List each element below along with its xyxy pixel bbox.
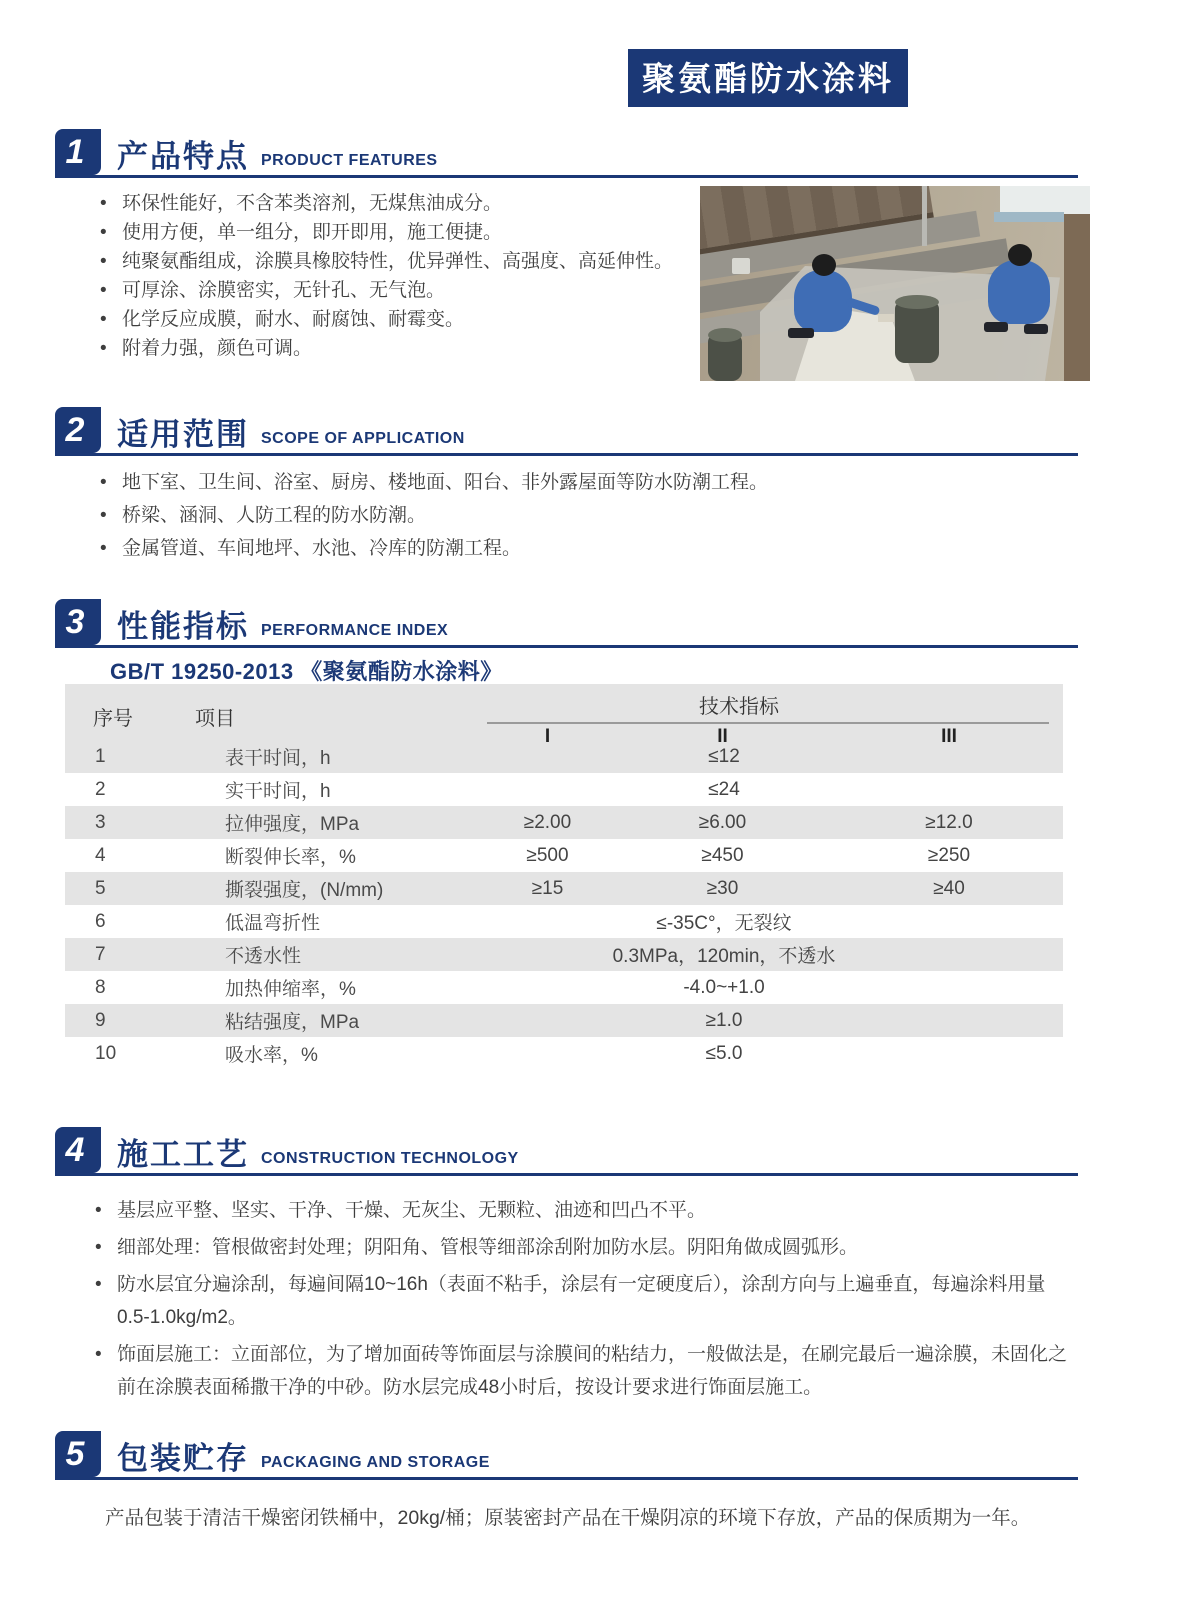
photo-drum [895,301,939,363]
table-header-row [65,684,1063,747]
cell-value-span: ≤24 [708,778,740,800]
list-item [95,1338,1075,1404]
bullet-dot: • [100,472,107,493]
section-5-title: 包装贮存 [117,1441,249,1476]
bullet-text: 金属管道、车间地坪、水池、冷库的防潮工程。 [122,538,522,559]
section-1-subtitle-en: PRODUCT FEATURES [261,152,438,169]
bullet-text: 防水层宜分遍涂刮，每遍间隔10~16h（表面不粘手，涂层有一定硬度后），涂刮方向与上遍垂直，每遍涂料用量 0.5-1.0kg/m2。 [117,1274,1046,1328]
page-title-banner: 聚氨酯防水涂料 [628,49,908,107]
cell-item: 加热伸缩率，% [225,979,356,1000]
bullet-dot: • [100,251,107,272]
section-5-header [55,1432,1078,1480]
section-2-subtitle-en: SCOPE OF APPLICATION [261,430,465,447]
cell-item: 断裂伸长率，% [225,847,356,868]
list-item [100,276,690,305]
cell-item: 撕裂强度，(N/mm) [225,880,384,901]
list-item [95,1231,1075,1264]
table-row [65,938,1063,971]
cell-seq: 5 [95,877,106,899]
photo-handrail-pole [922,186,927,246]
cell-seq: 2 [95,778,106,800]
column-header-grade-1: I [544,726,551,747]
list-item [100,247,690,276]
section-5-number-badge: 5 [55,1431,101,1477]
section-1-bullet-list [100,189,690,363]
bullet-text: 基层应平整、坚实、干净、干燥、无灰尘、无颗粒、油迹和凹凸不平。 [117,1200,707,1221]
column-header-tech: 技术指标 [699,696,779,718]
table-row [65,872,1063,905]
cell-value-3: ≥250 [927,844,971,866]
bullet-dot: • [100,505,107,526]
bullet-text: 化学反应成膜，耐水、耐腐蚀、耐霉变。 [122,309,465,330]
cell-value-span: ≤-35C°，无裂纹 [656,913,792,934]
section-2-bullet-list [100,470,1020,569]
bullet-dot: • [100,280,107,301]
cell-seq: 1 [95,745,106,767]
list-item [100,334,690,363]
cell-value-span: ≤12 [708,745,740,767]
cell-value-1: ≥500 [526,844,569,866]
list-item [100,189,690,218]
cell-seq: 7 [95,943,106,965]
section-2-number-badge: 2 [55,407,101,453]
bullet-text: 桥梁、涵洞、人防工程的防水防潮。 [122,505,427,526]
list-item [100,218,690,247]
cell-item: 拉伸强度，MPa [225,814,360,835]
worker-shoe [984,322,1008,332]
worker-body [988,260,1050,324]
cell-value-span: -4.0~+1.0 [683,976,765,998]
bullet-dot: • [100,309,107,330]
worker-shoe [1024,324,1048,334]
table-row [65,839,1063,872]
cell-value-2: ≥450 [701,844,744,866]
bullet-text: 环保性能好，不含苯类溶剂，无煤焦油成分。 [122,193,503,214]
section-3-title: 性能指标 [117,609,249,644]
cell-seq: 9 [95,1009,106,1031]
cell-value-3: ≥40 [933,877,965,899]
cell-item: 实干时间，h [225,781,331,802]
worker-head [1008,244,1032,266]
section-3-subtitle-en: PERFORMANCE INDEX [261,622,449,639]
section-5-subtitle-en: PACKAGING AND STORAGE [261,1454,490,1471]
column-header-tech-group [485,684,1063,748]
cell-seq: 6 [95,910,106,932]
section-3-header [55,600,1078,648]
list-item [100,470,1020,495]
cell-item: 不透水性 [225,946,302,967]
cell-seq: 10 [95,1042,117,1064]
table-row [65,740,1063,773]
bullet-dot: • [100,222,107,243]
list-item [95,1268,1075,1334]
list-item [100,536,1020,561]
product-photo [700,186,1090,381]
section-4-subtitle-en: CONSTRUCTION TECHNOLOGY [261,1150,519,1167]
bullet-dot: • [95,1237,102,1258]
table-row [65,971,1063,1004]
column-header-item: 项目 [195,707,235,730]
column-header-grade-2: II [717,726,728,747]
section-2-title: 适用范围 [117,417,249,452]
worker-head [812,254,836,276]
cell-item: 吸水率，% [225,1045,318,1066]
cell-item: 表干时间，h [225,748,331,769]
section-4-bullet-list [95,1194,1075,1408]
table-row [65,806,1063,839]
bullet-dot: • [100,338,107,359]
table-row [65,773,1063,806]
list-item [100,503,1020,528]
table-row [65,1004,1063,1037]
worker-shoe [788,328,814,338]
performance-index-table [65,684,1063,1070]
cell-value-span: ≤5.0 [705,1042,743,1064]
bullet-text: 地下室、卫生间、浴室、厨房、楼地面、阳台、非外露屋面等防水防潮工程。 [122,472,769,493]
worker-body [794,270,852,332]
cell-seq: 8 [95,976,106,998]
bullet-text: 附着力强，颜色可调。 [122,338,313,359]
section-1-title: 产品特点 [117,139,249,174]
bullet-text: 细部处理：管根做密封处理；阴阳角、管根等细部涂刮附加防水层。阴阳角做成圆弧形。 [117,1237,859,1258]
cell-item: 低温弯折性 [225,913,321,934]
section-2-header [55,408,1078,456]
bullet-dot: • [95,1274,102,1295]
column-header-grade-3: III [941,726,957,747]
bullet-text: 使用方便，单一组分，即开即用，施工便捷。 [122,222,503,243]
photo-drum [708,334,742,381]
worker-brush [878,314,894,322]
photo-worker-right [978,244,1058,339]
table-row [65,1037,1063,1070]
cell-seq: 3 [95,811,106,833]
photo-pool-water [994,212,1064,222]
section-4-number-badge: 4 [55,1127,101,1173]
section-4-header [55,1128,1078,1176]
photo-paint-bucket [732,258,750,274]
photo-parapet [1064,214,1090,381]
list-item [95,1194,1075,1227]
tech-header-divider [487,722,1049,724]
cell-item: 粘结强度，MPa [225,1012,360,1033]
section-3-number-badge: 3 [55,599,101,645]
column-header-seq: 序号 [93,707,133,730]
cell-value-span: ≥1.0 [705,1009,743,1031]
bullet-dot: • [100,538,107,559]
table-row [65,905,1063,938]
bullet-dot: • [95,1344,102,1365]
bullet-text: 饰面层施工：立面部位，为了增加面砖等饰面层与涂膜间的粘结力，一般做法是，在刷完最后一遍涂膜，未固化之前在涂膜表面稀撒干净的中砂。防水层完成48小时后，按设计要求进行饰面层施工。 [117,1344,1068,1398]
standard-reference: GB/T 19250-2013 《聚氨酯防水涂料》 [110,659,503,684]
photo-worker-left [788,254,868,349]
section-1-number-badge: 1 [55,129,101,175]
cell-value-2: ≥6.00 [698,811,747,833]
cell-value-3: ≥12.0 [925,811,973,833]
bullet-dot: • [95,1200,102,1221]
cell-seq: 4 [95,844,106,866]
bullet-text: 纯聚氨酯组成，涂膜具橡胶特性，优异弹性、高强度、高延伸性。 [122,251,674,272]
section-1-header [55,130,1078,178]
cell-value-span: 0.3MPa，120min，不透水 [612,946,836,967]
bullet-dot: • [100,193,107,214]
list-item [100,305,690,334]
cell-value-1: ≥15 [531,877,564,899]
cell-value-2: ≥30 [706,877,739,899]
section-4-title: 施工工艺 [117,1137,249,1172]
bullet-text: 可厚涂、涂膜密实，无针孔、无气泡。 [122,280,446,301]
packaging-storage-text: 产品包装于清洁干燥密闭铁桶中，20kg/桶；原装密封产品在干燥阴凉的环境下存放，产品的保质期为一年。 [105,1507,1031,1529]
cell-value-1: ≥2.00 [523,811,572,833]
